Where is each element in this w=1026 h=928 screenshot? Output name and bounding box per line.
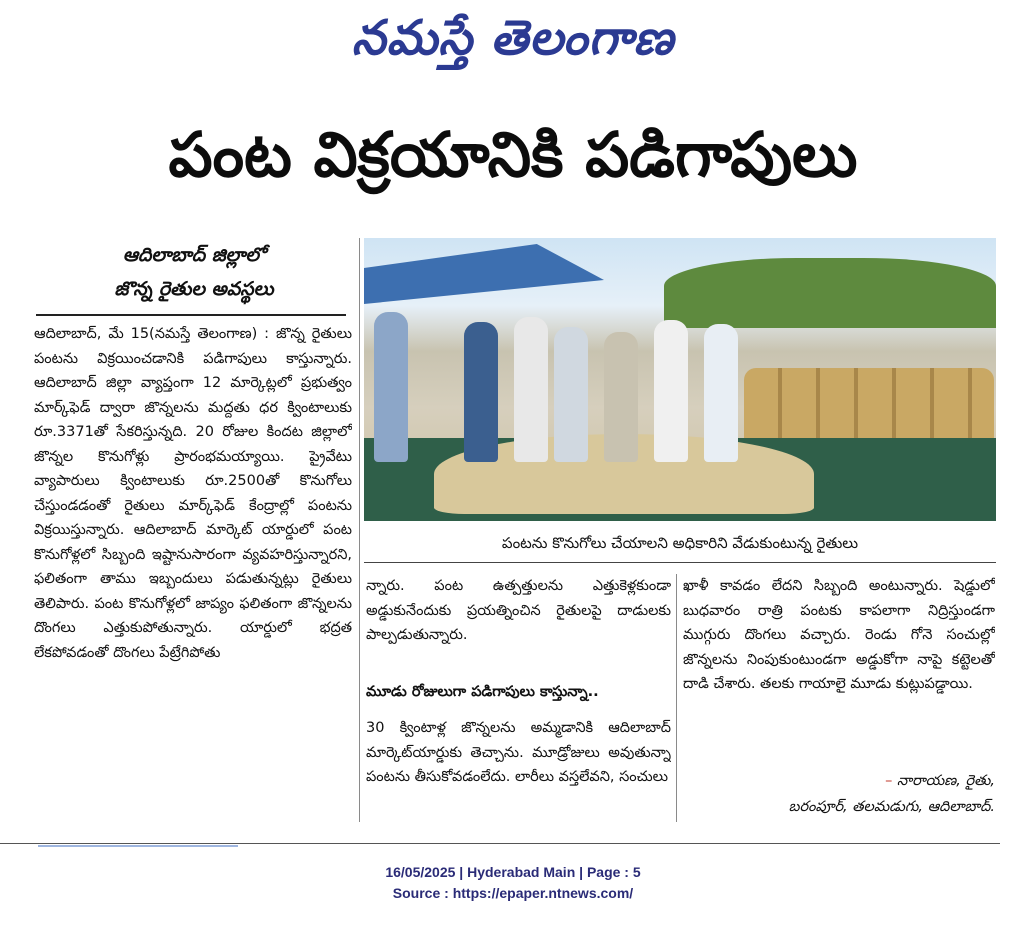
- quote-attribution: [683, 768, 995, 820]
- caption-divider: [364, 562, 996, 563]
- column-divider-1: [359, 238, 360, 822]
- article-column-1: [34, 322, 352, 822]
- attribution-name: నారాయణ, రైతు,: [897, 773, 995, 789]
- kicker-line-2: జొన్న రైతుల అవస్థలు: [114, 278, 274, 300]
- bottom-divider: [0, 843, 1000, 844]
- photo-farmers-group: [374, 302, 754, 462]
- page-footer: [0, 862, 1026, 904]
- article-text-col2-bottom: 30 క్వింటాళ్ల జొన్నలను అమ్మడానికి ఆదిలాబాద్ మార్కెట్‌యార్డుకు తెచ్చాను. మూడ్రోజులు అవుతున్నా పంటను తీసుకోవడంలేదు. లారీలు వస్తలేవని, సంచులు: [366, 720, 671, 785]
- footer-source-link[interactable]: Source : https://epaper.ntnews.com/: [392, 885, 634, 901]
- footer-date-edition: 16/05/2025 | Hyderabad Main | Page : 5: [385, 864, 641, 880]
- article-column-2-top: [366, 574, 671, 666]
- kicker: [34, 238, 354, 306]
- photo-person: [554, 327, 588, 462]
- column-divider-2: [676, 574, 677, 822]
- kicker-line-1: ఆదిలాబాద్ జిల్లాలో: [122, 244, 266, 266]
- photo-person: [604, 332, 638, 462]
- article-photo: [364, 238, 996, 521]
- photo-shed-roof: [364, 244, 604, 304]
- photo-person: [654, 320, 688, 462]
- attribution-dash: –: [885, 773, 893, 789]
- article-text-col1: ఆదిలాబాద్, మే 15(నమస్తే తెలంగాణ) : జొన్న రైతులు పంటను విక్రయించడానికి పడిగాపులు కాస్తున్నారు. ఆదిలాబాద్ జిల్లా వ్యాప్తంగా 12 మార్కెట్లలో ప్రభుత్వం మార్క్‌ఫెడ్ ద్వారా జొన్నలను మద్దతు ధర క్వింటాలుకు రూ.3371తో సేకరిస్తున్నది. 20 రోజుల కిందట జిల్లాలో జొన్నల కొనుగోళ్లు ప్రారంభమయ్యాయి. ప్రైవేటు వ్యాపారులు క్వింటాలుకు రూ.2500తో కొనుగోలు చేస్తుండడంతో రైతులు మార్క్‌ఫెడ్ కేంద్రాల్లో పంటను విక్రయిస్తున్నారు. ఆదిలాబాద్ మార్కెట్ యార్డులో పంట కొనుగోళ్లలో సిబ్బంది ఇష్టానుసారంగా వ్యవహరిస్తున్నారని, ఫలితంగా తాము ఇబ్బందులు పడుతున్నట్లు రైతులు తెలిపారు. పంట కొనుగోళ్లలో జాప్యం ఫలితంగా జొన్నలను దొంగలు ఎత్తుకుపోతున్నారు. యార్డులో భద్రత లేకపోవడంతో దొంగలు పేట్రేగిపోతు: [34, 326, 352, 661]
- masthead-logo: నమస్తే తెలంగాణ: [351, 10, 675, 66]
- article-text-col2-top: న్నారు. పంట ఉత్పత్తులను ఎత్తుకెళ్లకుండా అడ్డుకునేందుకు ప్రయత్నించిన రైతులపై దాడులకు పాల్పడుతున్నారు.: [366, 578, 671, 643]
- article-text-col3: ఖాళీ కావడం లేదని సిబ్బంది అంటున్నారు. షెడ్డులో బుధవారం రాత్రి పంటకు కాపలాగా నిద్రిస్తుండగా ముగ్గురు దొంగలు వచ్చారు. రెండు గోనె సంచుల్లో జొన్నలను నింపుకుంటుండగా అడ్డుకోగా నాపై కట్టెలతో దాడి చేశారు. తలకు గాయాలై మూడు కుట్లుపడ్డాయి.: [683, 578, 995, 692]
- photo-caption: పంటను కొనుగోలు చేయాలని అధికారిని వేడుకుంటున్న రైతులు: [501, 534, 859, 552]
- kicker-divider: [36, 314, 346, 316]
- headline: పంట విక్రయానికి పడిగాపులు: [168, 118, 858, 191]
- photo-person: [464, 322, 498, 462]
- attribution-line-2: బరంపూర్, తలమడుగు, ఆదిలాబాద్.: [788, 799, 995, 815]
- article-column-3: [683, 574, 995, 794]
- attribution-line-1: [683, 768, 995, 794]
- photo-person: [704, 324, 738, 462]
- sub-heading: మూడు రోజులుగా పడిగాపులు కాస్తున్నా..: [366, 684, 599, 700]
- bottom-accent-rule: [38, 845, 238, 847]
- article-column-2-bottom: [366, 716, 671, 816]
- photo-person: [374, 312, 408, 462]
- photo-person: [514, 317, 548, 462]
